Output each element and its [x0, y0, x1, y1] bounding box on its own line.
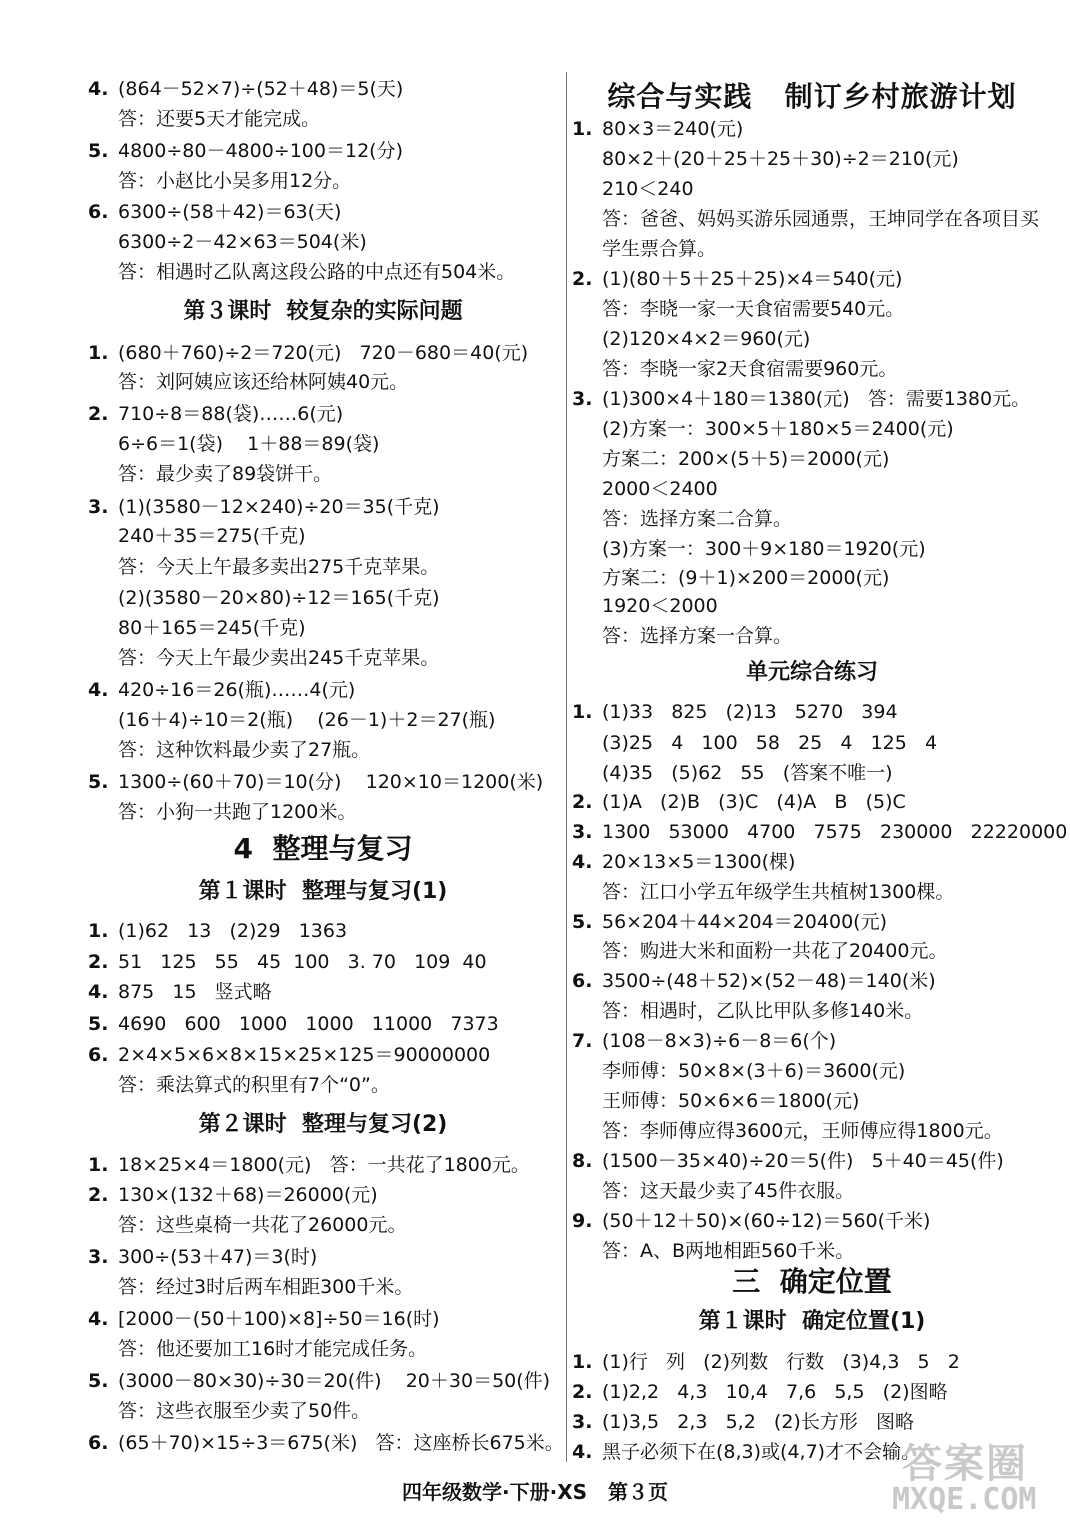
answer-text: 80＋165＝245(千克): [118, 617, 306, 639]
answer-text: 875 15 竖式略: [118, 981, 272, 1003]
answer-line: [118, 1336, 427, 1362]
answer-line: [118, 431, 379, 457]
answer-line: [602, 206, 1039, 232]
item-number: 5.: [88, 771, 109, 793]
item-number: 3.: [88, 496, 109, 518]
answer-line: [602, 879, 954, 905]
answer-item: [88, 1430, 564, 1456]
item-number: 2.: [572, 268, 593, 290]
answer-text: 答：爸爸、妈妈买游乐园通票，王坤同学在各项目买: [602, 208, 1040, 230]
lesson-heading: 第１课时 确定位置(1): [698, 1309, 926, 1334]
answer-line: [602, 1058, 905, 1084]
answer-text: (50＋12＋50)×(60÷12)＝560(千米): [602, 1210, 931, 1232]
item-number: 2.: [572, 1381, 593, 1403]
answer-text: (3)25 4 100 58 25 4 125 4: [602, 732, 938, 754]
item-number: 2.: [88, 951, 109, 973]
item-number: 1.: [572, 701, 593, 723]
answer-text: 80×3＝240(元): [602, 118, 744, 140]
answer-text: 答：这些衣服至少卖了50件。: [118, 1400, 371, 1422]
item-number: 6.: [88, 1432, 109, 1454]
answer-item: [88, 1368, 550, 1394]
answer-text: 黑子必须下在(8,3)或(4,7)才不会输。: [602, 1441, 921, 1463]
answer-text: (108－8×3)÷6－8＝6(个): [602, 1030, 837, 1052]
item-number: 6.: [572, 970, 593, 992]
answer-item: [88, 677, 355, 703]
answer-text: (680＋760)÷2＝720(元) 720－680＝40(元): [118, 342, 529, 364]
answer-line: [118, 461, 332, 487]
answer-line: [118, 554, 439, 580]
answer-text: 方案二：(9＋1)×200＝2000(元): [602, 567, 890, 589]
answer-line: [602, 356, 897, 382]
answer-text: (1)300×4＋180＝1380(元) 答：需要1380元。: [602, 388, 1031, 410]
answer-line: [602, 1118, 1003, 1144]
answer-text: 答：李晓一家一天食宿需要540元。: [602, 298, 905, 320]
item-number: 1.: [88, 342, 109, 364]
item-number: 8.: [572, 1150, 593, 1172]
answer-text: 答：经过3时后两车相距300千米。: [118, 1276, 414, 1298]
answer-text: 56×204＋44×204＝20400(元): [602, 911, 887, 933]
answer-line: [602, 416, 954, 442]
answer-line: [602, 536, 926, 562]
answer-text: (1)3,5 2,3 5,2 (2)长方形 图略: [602, 1411, 914, 1433]
answer-text: 答：最少卖了89袋饼干。: [118, 463, 333, 485]
answer-text: 答：乘法算式的积里有7个“0”。: [118, 1074, 390, 1096]
answer-text: 80×2＋(20＋25＋25＋30)÷2＝210(元): [602, 148, 959, 170]
answer-text: 答：小赵比小吴多用12分。: [118, 170, 352, 192]
answer-item: [572, 266, 902, 292]
answer-item: [88, 1011, 499, 1037]
answer-line: [602, 623, 792, 649]
answer-line: [118, 369, 408, 395]
answer-text: 答：刘阿姨应该还给林阿姨40元。: [118, 371, 409, 393]
answer-item: [572, 1349, 960, 1375]
answer-line: [602, 146, 959, 172]
answer-line: [118, 799, 356, 825]
answer-text: (1)A (2)B (3)C (4)A B (5)C: [602, 791, 906, 813]
answer-line: [118, 1398, 370, 1424]
item-number: 1.: [572, 1351, 593, 1373]
item-number: 5.: [88, 1013, 109, 1035]
answer-item: [572, 1148, 1004, 1174]
answer-text: 答：江口小学五年级学生共植树1300棵。: [602, 881, 955, 903]
answer-text: 51 125 55 45 100 3. 70 109 40: [118, 951, 487, 973]
answer-line: [602, 506, 792, 532]
answer-line: [118, 585, 440, 611]
item-number: 3.: [572, 388, 593, 410]
answer-line: [602, 938, 947, 964]
answer-item: [572, 1409, 914, 1435]
answer-line: [602, 593, 718, 619]
answer-text: (2)(3580－20×80)÷12＝165(千克): [118, 587, 440, 609]
answer-text: 6÷6＝1(袋) 1＋88＝89(袋): [118, 433, 380, 455]
answer-text: 2000＜2400: [602, 478, 718, 500]
watermark-logo: [892, 1432, 1052, 1522]
item-number: 5.: [88, 140, 109, 162]
answer-item: [88, 1306, 440, 1332]
answer-text: 答：小狗一共跑了1200米。: [118, 801, 357, 823]
answer-item: [88, 769, 543, 795]
answer-item: [572, 849, 795, 875]
answer-text: 答：李晓一家2天食宿需要960元。: [602, 358, 898, 380]
answer-item: [572, 1379, 948, 1405]
item-number: 1.: [88, 1154, 109, 1176]
lesson-heading: 第２课时 整理与复习(2): [198, 1112, 448, 1137]
answer-line: [602, 236, 716, 262]
answer-text: (864－52×7)÷(52＋48)＝5(天): [118, 78, 404, 100]
answer-text: 1300÷(60＋70)＝10(分) 120×10＝1200(米): [118, 771, 544, 793]
item-number: 9.: [572, 1210, 593, 1232]
answer-line: [118, 707, 495, 733]
answer-text: [2000－(50＋100)×8]÷50＝16(时): [118, 1308, 440, 1330]
answer-text: 6300÷2－42×63＝504(米): [118, 231, 367, 253]
answer-line: [118, 168, 351, 194]
answer-text: (4)35 (5)62 55 (答案不唯一): [602, 762, 893, 784]
answer-line: [602, 730, 937, 756]
answer-line: [118, 229, 367, 255]
answer-text: 6300÷(58＋42)＝63(天): [118, 201, 342, 223]
answer-line: [602, 326, 810, 352]
answer-text: 答：A、B两地相距560千米。: [602, 1240, 855, 1262]
item-number: 5.: [88, 1370, 109, 1392]
item-number: 2.: [88, 1184, 109, 1206]
item-number: 3.: [572, 1411, 593, 1433]
answer-item: [88, 918, 347, 944]
answer-line: [602, 1238, 854, 1264]
answer-text: 1300 53000 4700 7575 230000 22220000: [602, 821, 1068, 843]
answer-line: [118, 1072, 390, 1098]
answer-line: [602, 1088, 859, 1114]
item-number: 2.: [572, 791, 593, 813]
answer-text: 答：这种饮料最少卖了27瓶。: [118, 739, 371, 761]
answer-line: [118, 259, 515, 285]
answer-text: 答：他还要加工16时才能完成任务。: [118, 1338, 428, 1360]
answer-text: (16＋4)÷10＝2(瓶) (26－1)＋2＝27(瓶): [118, 709, 496, 731]
item-number: 4.: [88, 679, 109, 701]
item-number: 3.: [88, 1246, 109, 1268]
answer-item: [88, 949, 487, 975]
answer-text: 学生票合算。: [602, 238, 717, 260]
item-number: 4.: [88, 1308, 109, 1330]
answer-line: [118, 737, 370, 763]
answer-item: [572, 1208, 930, 1234]
item-number: 7.: [572, 1030, 593, 1052]
answer-line: [118, 523, 306, 549]
answer-text: (65＋70)×15÷3＝675(米) 答：这座桥长675米。: [118, 1432, 564, 1454]
item-number: 4.: [88, 78, 109, 100]
answer-item: [88, 1042, 490, 1068]
answer-item: [88, 401, 343, 427]
answer-text: (2)方案一：300×5＋180×5＝2400(元): [602, 418, 954, 440]
answer-line: [602, 296, 904, 322]
answer-text: 答：购进大米和面粉一共花了20400元。: [602, 940, 948, 962]
answer-text: 240＋35＝275(千克): [118, 525, 306, 547]
answer-text: (1)62 13 (2)29 1363: [118, 920, 348, 942]
answer-item: [88, 494, 440, 520]
lesson-heading: 第３课时 较复杂的实际问题: [183, 299, 463, 324]
answer-line: [602, 760, 893, 786]
answer-text: 420÷16＝26(瓶)……4(元): [118, 679, 356, 701]
answer-text: (1)33 825 (2)13 5270 394: [602, 701, 898, 723]
answer-text: 710÷8＝88(袋)……6(元): [118, 403, 344, 425]
answer-text: (1)行 列 (2)列数 行数 (3)4,3 5 2: [602, 1351, 960, 1373]
item-number: 6.: [88, 201, 109, 223]
item-number: 4.: [88, 981, 109, 1003]
watermark-url: MXQE.COM: [892, 1482, 1037, 1517]
answer-text: 2×4×5×6×8×15×25×125＝90000000: [118, 1044, 491, 1066]
answer-text: 130×(132＋68)＝26000(元): [118, 1184, 378, 1206]
answer-text: 300÷(53＋47)＝3(时): [118, 1246, 318, 1268]
item-number: 4.: [572, 1441, 593, 1463]
answer-text: (2)120×4×2＝960(元): [602, 328, 811, 350]
answer-line: [602, 998, 923, 1024]
answer-text: (1)2,2 4,3 10,4 7,6 5,5 (2)图略: [602, 1381, 948, 1403]
answer-line: [118, 1212, 406, 1238]
item-number: 1.: [88, 920, 109, 942]
answer-text: 方案二：200×(5＋5)＝2000(元): [602, 448, 890, 470]
answer-line: [118, 1274, 413, 1300]
answer-item: [88, 199, 341, 225]
answer-item: [88, 340, 528, 366]
page-footer: 四年级数学·下册·XS 第３页: [402, 1480, 668, 1504]
answer-item: [572, 1439, 920, 1465]
answer-item: [88, 979, 272, 1005]
answer-text: 4690 600 1000 1000 11000 7373: [118, 1013, 499, 1035]
answer-item: [88, 76, 403, 102]
chapter-heading: 三 确定位置: [732, 1265, 892, 1298]
item-number: 5.: [572, 911, 593, 933]
watermark-text: 答案圈: [902, 1441, 1028, 1487]
answer-item: [88, 138, 403, 164]
answer-line: [602, 446, 889, 472]
answer-text: (1)(3580－12×240)÷20＝35(千克): [118, 496, 440, 518]
answer-line: [118, 615, 306, 641]
item-number: 3.: [572, 821, 593, 843]
answer-item: [572, 968, 936, 994]
column-divider: [566, 72, 567, 1462]
lesson-heading: 第１课时 整理与复习(1): [198, 879, 448, 904]
answer-line: [118, 106, 320, 132]
answer-text: 答：这些桌椅一共花了26000元。: [118, 1214, 407, 1236]
answer-text: 答：这天最少卖了45件衣服。: [602, 1180, 855, 1202]
topic-heading: 综合与实践 制订乡村旅游计划: [607, 80, 1017, 113]
answer-text: 答：今天上午最少卖出245千克苹果。: [118, 647, 440, 669]
chapter-heading: 4 整理与复习: [233, 832, 413, 865]
answer-text: 4800÷80－4800÷100＝12(分): [118, 140, 403, 162]
answer-item: [572, 699, 898, 725]
item-number: 1.: [572, 118, 593, 140]
answer-text: 李师傅：50×8×(3＋6)＝3600(元): [602, 1060, 906, 1082]
item-number: 2.: [88, 403, 109, 425]
answer-item: [88, 1152, 530, 1178]
answer-text: 答：选择方案二合算。: [602, 508, 793, 530]
answer-text: 答：李师傅应得3600元，王师傅应得1800元。: [602, 1120, 1003, 1142]
unit-heading: 单元综合练习: [745, 660, 878, 685]
item-number: 4.: [572, 851, 593, 873]
answer-text: 1920＜2000: [602, 595, 718, 617]
answer-item: [572, 819, 1067, 845]
answer-text: 210＜240: [602, 178, 694, 200]
answer-text: 王师傅：50×6×6＝1800(元): [602, 1090, 860, 1112]
answer-text: 答：选择方案一合算。: [602, 625, 793, 647]
answer-item: [88, 1244, 317, 1270]
answer-item: [88, 1182, 378, 1208]
answer-line: [602, 1178, 854, 1204]
answer-text: (3000－80×30)÷30＝20(件) 20＋30＝50(件): [118, 1370, 551, 1392]
answer-item: [572, 386, 1030, 412]
answer-text: 20×13×5＝1300(棵): [602, 851, 796, 873]
answer-line: [602, 476, 718, 502]
answer-text: 3500÷(48＋52)×(52－48)＝140(米): [602, 970, 936, 992]
answer-line: [118, 645, 439, 671]
answer-line: [602, 176, 694, 202]
answer-text: 答：今天上午最多卖出275千克苹果。: [118, 556, 440, 578]
answer-text: 答：还要5天才能完成。: [118, 108, 321, 130]
answer-item: [572, 789, 906, 815]
answer-item: [572, 116, 743, 142]
answer-text: (1500－35×40)÷20＝5(件) 5＋40＝45(件): [602, 1150, 1004, 1172]
answer-item: [572, 909, 887, 935]
answer-text: 18×25×4＝1800(元) 答：一共花了1800元。: [118, 1154, 530, 1176]
answer-item: [572, 1028, 836, 1054]
item-number: 6.: [88, 1044, 109, 1066]
answer-text: (1)(80＋5＋25＋25)×4＝540(元): [602, 268, 903, 290]
answer-text: (3)方案一：300＋9×180＝1920(元): [602, 538, 926, 560]
answer-text: 答：相遇时，乙队比甲队多修140米。: [602, 1000, 924, 1022]
answer-text: 答：相遇时乙队离这段公路的中点还有504米。: [118, 261, 516, 283]
answer-line: [602, 565, 889, 591]
